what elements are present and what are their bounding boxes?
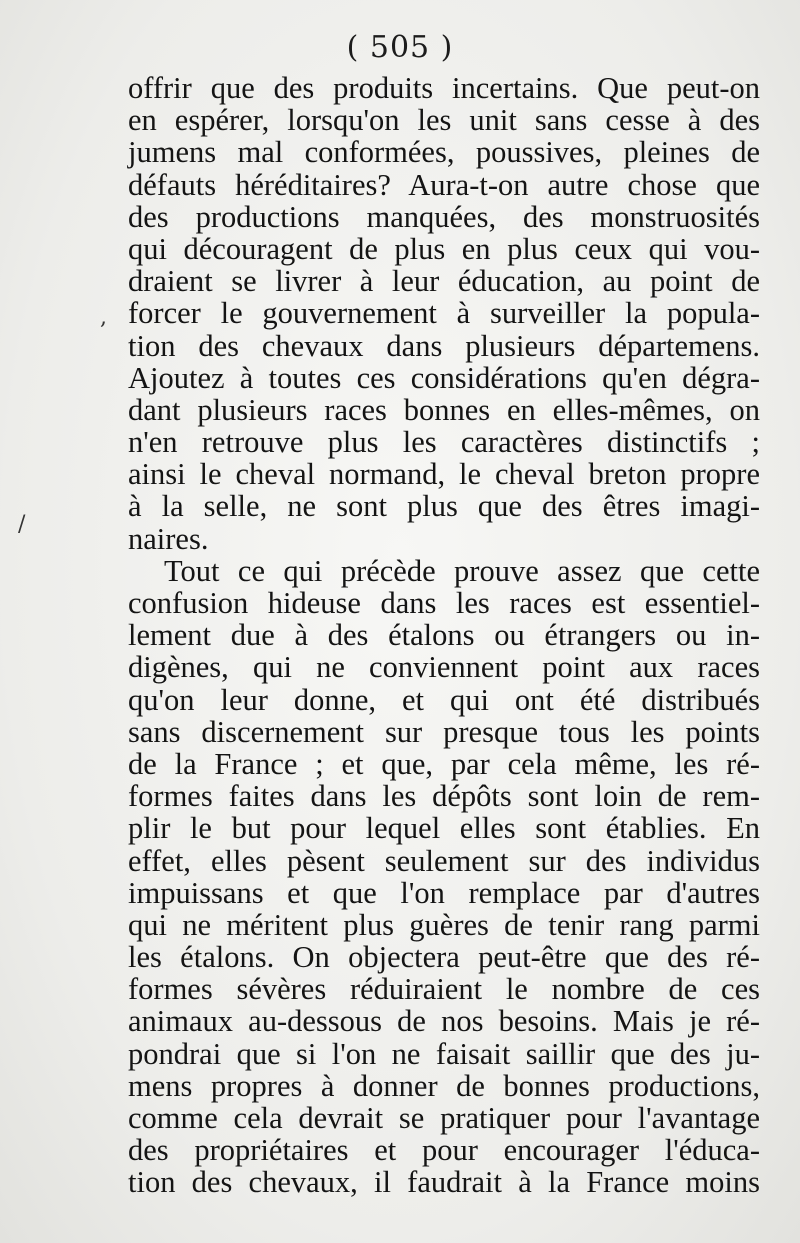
text-line: Ajoutez à toutes ces considérations qu'en dégra-	[128, 360, 760, 395]
text-line: pondrai que si l'on ne faisait saillir que des ju-	[128, 1036, 760, 1071]
text-line: effet, elles pèsent seulement sur des individus	[128, 843, 760, 878]
text-line: dant plusieurs races bonnes en elles-mêmes, on	[128, 392, 760, 427]
text-line: sans discernement sur presque tous les points	[128, 714, 760, 749]
text-line: en espérer, lorsqu'on les unit sans cesse à des	[128, 103, 760, 138]
text-line: des propriétaires et pour encourager l'éduca-	[128, 1133, 760, 1168]
text-line: animaux au-dessous de nos besoins. Mais je ré-	[128, 1004, 760, 1039]
text-line: à la selle, ne sont plus que des êtres imagi-	[128, 489, 760, 524]
text-line: lement due à des étalons ou étrangers ou in-	[128, 618, 760, 653]
text-line: impuissans et que l'on remplace par d'autres	[128, 875, 760, 910]
text-line: Tout ce qui précède prouve assez que cette	[164, 553, 760, 588]
text-line: confusion hideuse dans les races est essentiel-	[128, 586, 760, 620]
text-line: digènes, qui ne conviennent point aux races	[128, 650, 760, 685]
text-line: tion des chevaux, il faudrait à la France moins	[128, 1165, 760, 1200]
text-line: draient se livrer à leur éducation, au point de	[128, 264, 760, 299]
text-line: formes sévères réduiraient le nombre de ces	[128, 972, 760, 1007]
margin-tick-lower: /	[18, 512, 26, 537]
text-line: qui ne méritent plus guères de tenir rang parmi	[128, 907, 760, 942]
margin-tick-upper: ,	[100, 305, 107, 330]
text-line: naires.	[128, 521, 209, 556]
text-line: forcer le gouvernement à surveiller la popula-	[128, 296, 760, 331]
text-line: de la France ; et que, par cela même, les ré-	[128, 746, 760, 781]
text-line: qui découragent de plus en plus ceux qui vou-	[128, 231, 760, 266]
text-line: des productions manquées, des monstruosités	[128, 199, 760, 234]
text-line: qu'on leur donne, et qui ont été distribués	[128, 682, 760, 717]
text-line: mens propres à donner de bonnes productions,	[128, 1068, 760, 1103]
text-line: jumens mal conformées, poussives, pleines de	[128, 135, 760, 170]
text-line: ainsi le cheval normand, le cheval breton propre	[128, 457, 760, 492]
body-text	[128, 72, 760, 1199]
text-line: les étalons. On objectera peut-être que des ré-	[128, 940, 760, 975]
text-line: tion des chevaux dans plusieurs départemens.	[128, 328, 760, 363]
text-line: plir le but pour lequel elles sont établies. En	[128, 811, 760, 846]
text-line: comme cela devrait se pratiquer pour l'avantage	[128, 1101, 760, 1135]
page-number: ( 505 )	[346, 30, 454, 65]
text-line: défauts héréditaires? Aura-t-on autre chose que	[128, 167, 760, 202]
text-line: formes faites dans les dépôts sont loin de rem-	[128, 779, 760, 814]
text-line: offrir que des produits incertains. Que peut-on	[128, 71, 760, 105]
text-line: n'en retrouve plus les caractères distinctifs ;	[128, 425, 760, 460]
